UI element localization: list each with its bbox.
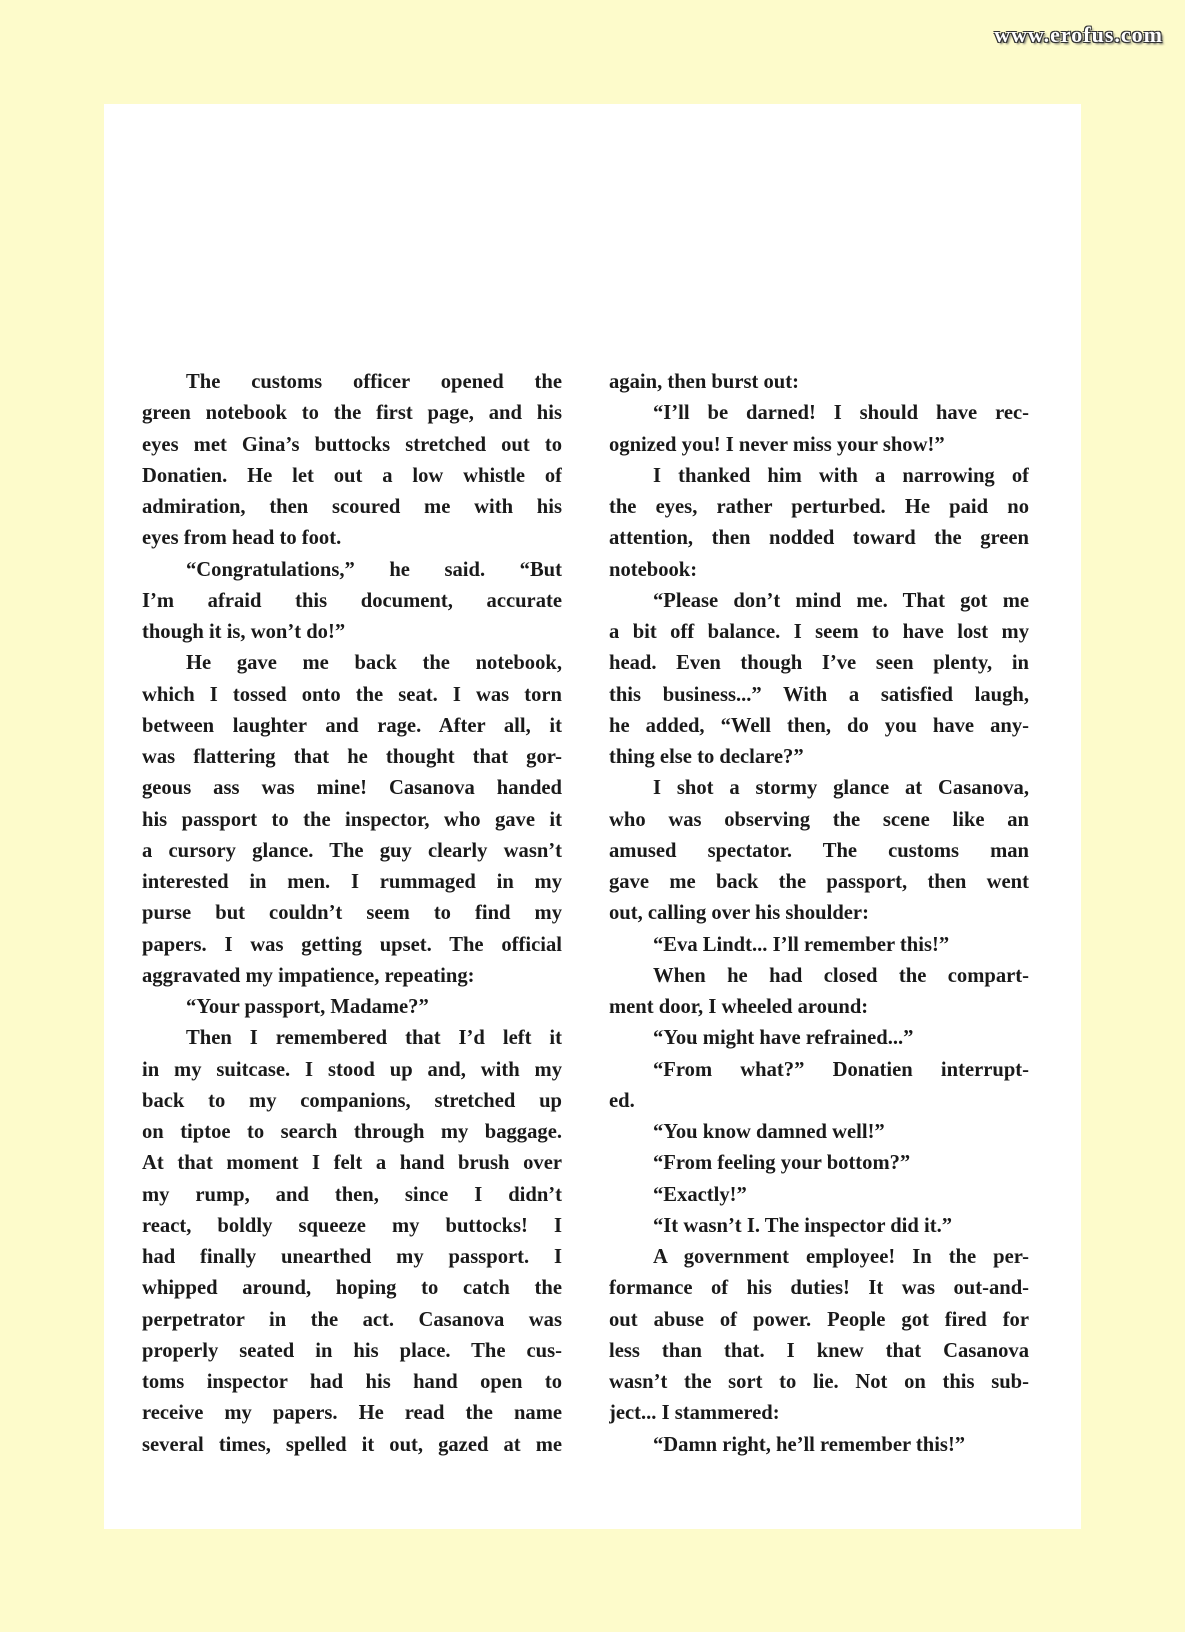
text-line: aggravated my impatience, repeating: <box>142 964 475 987</box>
text-line: several times, spelled it out, gazed at me <box>142 1433 562 1456</box>
text-line: between laughter and rage. After all, it <box>142 714 562 737</box>
text-line: my rump, and then, since I didn’t <box>142 1183 562 1206</box>
text-line: toms inspector had his hand open to <box>142 1371 562 1393</box>
text-line: thing else to declare?” <box>609 746 804 768</box>
text-line: in my suitcase. I stood up and, with my <box>142 1058 562 1081</box>
text-line: perpetrator in the act. Casanova was <box>142 1308 562 1331</box>
text-line: “You know damned well!” <box>653 1121 885 1143</box>
text-line: he added, “Well then, do you have any- <box>609 714 1029 737</box>
text-line: eyes from head to foot. <box>142 527 342 550</box>
text-line: had finally unearthed my passport. I <box>142 1246 562 1268</box>
text-line: “I’ll be darned! I should have rec- <box>653 402 1029 425</box>
text-line: out abuse of power. People got fired for <box>609 1308 1029 1331</box>
text-line: papers. I was getting upset. The official <box>142 933 562 956</box>
text-line: I thanked him with a narrowing of <box>653 464 1029 487</box>
text-line: The customs officer opened the <box>186 371 562 393</box>
text-line: formance of his duties! It was out-and- <box>609 1277 1029 1300</box>
text-line: interested in men. I rummaged in my <box>142 871 562 893</box>
text-line: “Eva Lindt... I’ll remember this!” <box>653 933 950 956</box>
text-line: At that moment I felt a hand brush over <box>142 1152 562 1175</box>
book-page <box>104 104 1081 1529</box>
text-line: green notebook to the first page, and his <box>142 402 562 425</box>
text-line: ognized you! I never miss your show!” <box>609 433 945 456</box>
text-line: amused spectator. The customs man <box>609 839 1029 862</box>
text-line: eyes met Gina’s buttocks stretched out to <box>142 433 562 456</box>
text-line: I shot a stormy glance at Casanova, <box>653 777 1029 800</box>
text-line: “Exactly!” <box>653 1183 747 1206</box>
text-line: react, boldly squeeze my buttocks! I <box>142 1214 562 1237</box>
text-line: was flattering that he thought that gor- <box>142 746 562 768</box>
text-line: “From what?” Donatien interrupt- <box>653 1058 1029 1081</box>
text-line: head. Even though I’ve seen plenty, in <box>609 652 1029 675</box>
text-line: “From feeling your bottom?” <box>653 1152 911 1175</box>
text-line: who was observing the scene like an <box>609 808 1029 831</box>
text-line: properly seated in his place. The cus- <box>142 1339 562 1362</box>
text-line: this business...” With a satisfied laugh, <box>609 683 1029 706</box>
text-line: again, then burst out: <box>609 371 799 393</box>
text-line: on tiptoe to search through my baggage. <box>142 1121 562 1143</box>
text-line: Then I remembered that I’d left it <box>186 1027 562 1050</box>
text-line: “You might have refrained...” <box>653 1027 914 1050</box>
text-line: his passport to the inspector, who gave it <box>142 808 562 831</box>
text-line: gave me back the passport, then went <box>609 871 1029 893</box>
text-line: Donatien. He let out a low whistle of <box>142 464 562 487</box>
text-line: “Damn right, he’ll remember this!” <box>653 1433 966 1456</box>
text-line: wasn’t the sort to lie. Not on this sub- <box>609 1371 1029 1393</box>
left-text-column <box>142 367 562 1461</box>
text-line: attention, then nodded toward the green <box>609 527 1029 550</box>
text-line: “Your passport, Madame?” <box>186 996 429 1018</box>
text-line: When he had closed the compart- <box>653 964 1029 987</box>
text-line: geous ass was mine! Casanova handed <box>142 777 562 800</box>
text-line: ject... I stammered: <box>609 1402 780 1425</box>
text-line: receive my papers. He read the name <box>142 1402 562 1425</box>
text-line: whipped around, hoping to catch the <box>142 1277 562 1300</box>
right-text-column <box>609 367 1029 1461</box>
text-line: less than that. I knew that Casanova <box>609 1339 1029 1362</box>
text-line: “Please don’t mind me. That got me <box>653 589 1029 612</box>
text-line: a cursory glance. The guy clearly wasn’t <box>142 839 562 862</box>
text-line: out, calling over his shoulder: <box>609 902 869 925</box>
text-line: I’m afraid this document, accurate <box>142 589 562 612</box>
text-line: A government employee! In the per- <box>653 1246 1029 1268</box>
text-line: which I tossed onto the seat. I was torn <box>142 683 562 706</box>
text-line: though it is, won’t do!” <box>142 621 346 643</box>
text-line: He gave me back the notebook, <box>186 652 562 675</box>
text-line: ment door, I wheeled around: <box>609 996 869 1018</box>
site-watermark: www.erofus.com <box>994 22 1163 47</box>
text-line: back to my companions, stretched up <box>142 1089 562 1112</box>
text-line: a bit off balance. I seem to have lost my <box>609 621 1029 643</box>
text-line: the eyes, rather perturbed. He paid no <box>609 496 1029 518</box>
text-line: ed. <box>609 1089 635 1112</box>
text-line: purse but couldn’t seem to find my <box>142 902 562 925</box>
text-line: admiration, then scoured me with his <box>142 496 562 518</box>
text-line: “Congratulations,” he said. “But <box>186 558 562 581</box>
text-line: “It wasn’t I. The inspector did it.” <box>653 1214 953 1237</box>
text-line: notebook: <box>609 558 698 581</box>
